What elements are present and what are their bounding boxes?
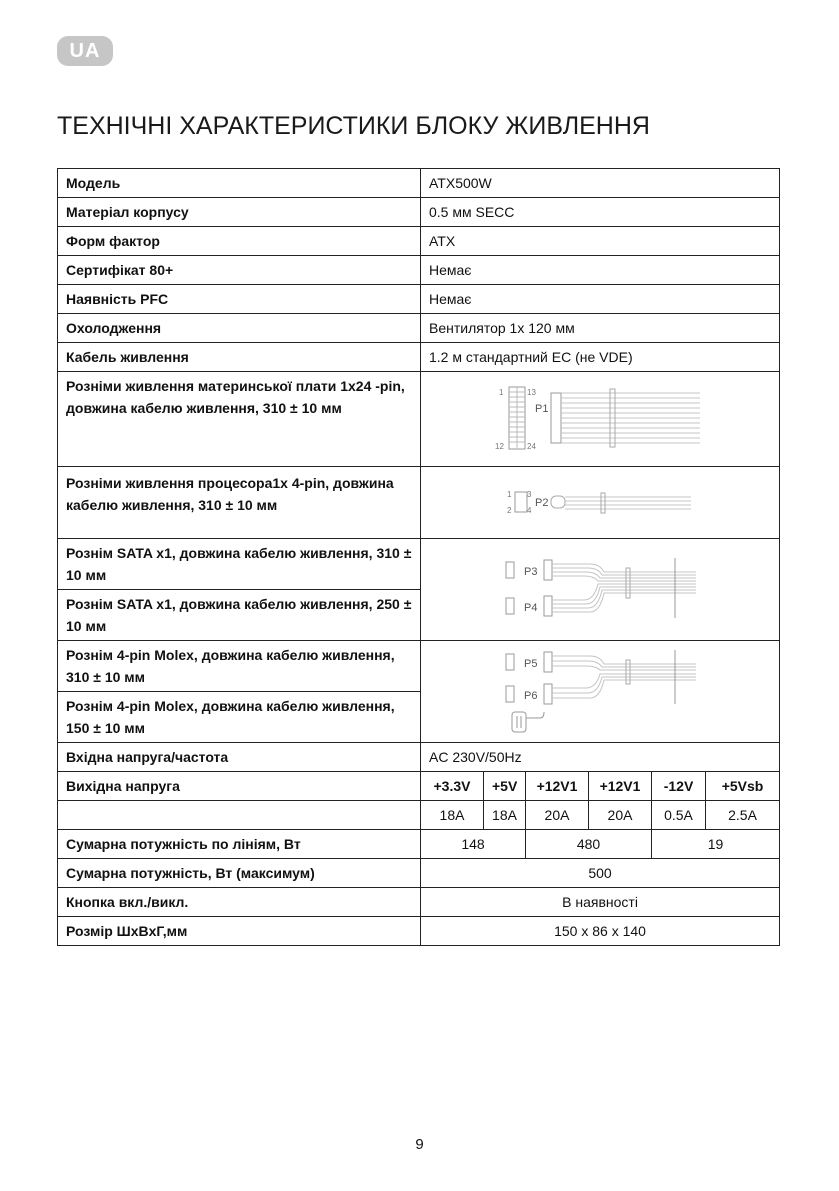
value-input-voltage: AC 230V/50Hz	[421, 743, 780, 772]
rail-12v1-a: +12V1	[526, 772, 589, 801]
spec-table	[57, 168, 780, 946]
label-power-button: Кнопка вкл./викл.	[58, 888, 421, 917]
connector-housing	[544, 596, 552, 616]
pin-label: 1	[507, 489, 512, 499]
row-power-button	[58, 888, 780, 917]
row-cooling	[58, 314, 780, 343]
connector-housing	[551, 496, 565, 508]
label-sata-2: Рознім SATA x1, довжина кабелю живлення, 250 ± 10 мм	[58, 590, 421, 641]
pin-label: 2	[507, 505, 512, 515]
connector-name: P4	[524, 601, 538, 614]
row-sata-1	[58, 539, 780, 590]
cpu-connector-image	[505, 483, 695, 523]
cable-bundle	[552, 564, 696, 612]
label-sata-1: Рознім SATA x1, довжина кабелю живлення, 310 ± 10 мм	[58, 539, 421, 590]
connector-name: P3	[524, 565, 538, 578]
label-line-power: Сумарна потужність по лініям, Вт	[58, 830, 421, 859]
connector-name: P2	[535, 496, 549, 509]
page-title: ТЕХНІЧНІ ХАРАКТЕРИСТИКИ БЛОКУ ЖИВЛЕННЯ	[57, 112, 650, 140]
label-cooling: Охолодження	[58, 314, 421, 343]
row-pfc	[58, 285, 780, 314]
mb-connector-diagram	[421, 372, 780, 467]
pin-label: 4	[527, 505, 532, 515]
connector-housing	[544, 560, 552, 580]
label-certificate: Сертифікат 80+	[58, 256, 421, 285]
molex-plug	[512, 712, 544, 732]
cable-bundle	[561, 393, 700, 443]
label-cpu-connector: Розніми живлення процесора1x 4-pin, довжина кабелю живлення, 310 ± 10 мм	[58, 467, 421, 539]
line-power-other-group: 19	[652, 830, 780, 859]
label-dimensions: Розмір ШxВxГ,мм	[58, 917, 421, 946]
row-max-power	[58, 859, 780, 888]
row-molex-1	[58, 641, 780, 692]
row-form-factor	[58, 227, 780, 256]
page-number: 9	[415, 1136, 424, 1153]
line-power-12v-group: 480	[526, 830, 652, 859]
value-max-power: 500	[421, 859, 780, 888]
rail-12v1-b: +12V1	[589, 772, 652, 801]
pin-label: 24	[527, 442, 536, 451]
label-mb-connector: Розніми живлення материнської плати 1x24 -pin, довжина кабелю живлення, 310 ± 10 мм	[58, 372, 421, 467]
value-material: 0.5 мм SECC	[421, 198, 780, 227]
connector-name: P5	[524, 658, 538, 670]
cable-bundle	[565, 497, 691, 509]
label-molex-2: Рознім 4-pin Molex, довжина кабелю живлення, 150 ± 10 мм	[58, 692, 421, 743]
row-dimensions	[58, 917, 780, 946]
row-cpu-connector	[58, 467, 780, 539]
label-pfc: Наявність PFC	[58, 285, 421, 314]
connector-housing	[544, 684, 552, 704]
connector-block	[506, 598, 514, 614]
label-max-power: Сумарна потужність, Вт (максимум)	[58, 859, 421, 888]
current-12v1-a: 20A	[526, 801, 589, 830]
label-molex-1: Рознім 4-pin Molex, довжина кабелю живлення, 310 ± 10 мм	[58, 641, 421, 692]
cpu-connector-diagram	[421, 467, 780, 539]
connector-housing	[551, 393, 561, 443]
row-certificate	[58, 256, 780, 285]
line-power-5v-group: 148	[421, 830, 526, 859]
connector-block	[506, 562, 514, 578]
value-pfc: Немає	[421, 285, 780, 314]
row-mb-connector	[58, 372, 780, 467]
label-form-factor: Форм фактор	[58, 227, 421, 256]
pin-label: 1	[499, 388, 504, 397]
row-power-cable	[58, 343, 780, 372]
label-input-voltage: Вхідна напруга/частота	[58, 743, 421, 772]
connector-name: P6	[524, 690, 538, 702]
connector-block	[506, 654, 514, 670]
language-badge: UA	[57, 36, 113, 66]
connector-housing	[544, 652, 552, 672]
value-power-button: В наявності	[421, 888, 780, 917]
pin-label: 13	[527, 388, 536, 397]
current-minus-12v: 0.5A	[652, 801, 706, 830]
label-model: Модель	[58, 169, 421, 198]
row-model	[58, 169, 780, 198]
label-power-cable: Кабель живлення	[58, 343, 421, 372]
mb-connector-image	[495, 379, 705, 459]
value-cooling: Вентилятор 1x 120 мм	[421, 314, 780, 343]
rail-3v3: +3.3V	[421, 772, 484, 801]
empty-cell	[58, 801, 421, 830]
rail-5vsb: +5Vsb	[706, 772, 780, 801]
sata-connector-diagram	[421, 539, 780, 641]
value-power-cable: 1.2 м стандартний EC (не VDE)	[421, 343, 780, 372]
row-output-voltage	[58, 772, 780, 801]
row-line-power	[58, 830, 780, 859]
value-model: ATX500W	[421, 169, 780, 198]
molex-connector-image	[500, 644, 700, 739]
row-material	[58, 198, 780, 227]
current-5vsb: 2.5A	[706, 801, 780, 830]
connector-block	[506, 686, 514, 702]
value-form-factor: ATX	[421, 227, 780, 256]
current-12v1-b: 20A	[589, 801, 652, 830]
current-5v: 18A	[484, 801, 526, 830]
label-output-voltage: Вихідна напруга	[58, 772, 421, 801]
label-material: Матеріал корпусу	[58, 198, 421, 227]
current-3v3: 18A	[421, 801, 484, 830]
rail-minus-12v: -12V	[652, 772, 706, 801]
connector-block	[515, 492, 527, 512]
pin-label: 12	[495, 442, 504, 451]
value-dimensions: 150 x 86 x 140	[421, 917, 780, 946]
connector-name: P1	[535, 403, 549, 415]
sata-connector-image	[500, 550, 700, 630]
row-output-current	[58, 801, 780, 830]
row-input-voltage	[58, 743, 780, 772]
value-certificate: Немає	[421, 256, 780, 285]
cable-tie	[601, 493, 605, 513]
pin-label: 3	[527, 489, 532, 499]
molex-connector-diagram	[421, 641, 780, 743]
cable-bundle	[552, 656, 696, 698]
rail-5v: +5V	[484, 772, 526, 801]
